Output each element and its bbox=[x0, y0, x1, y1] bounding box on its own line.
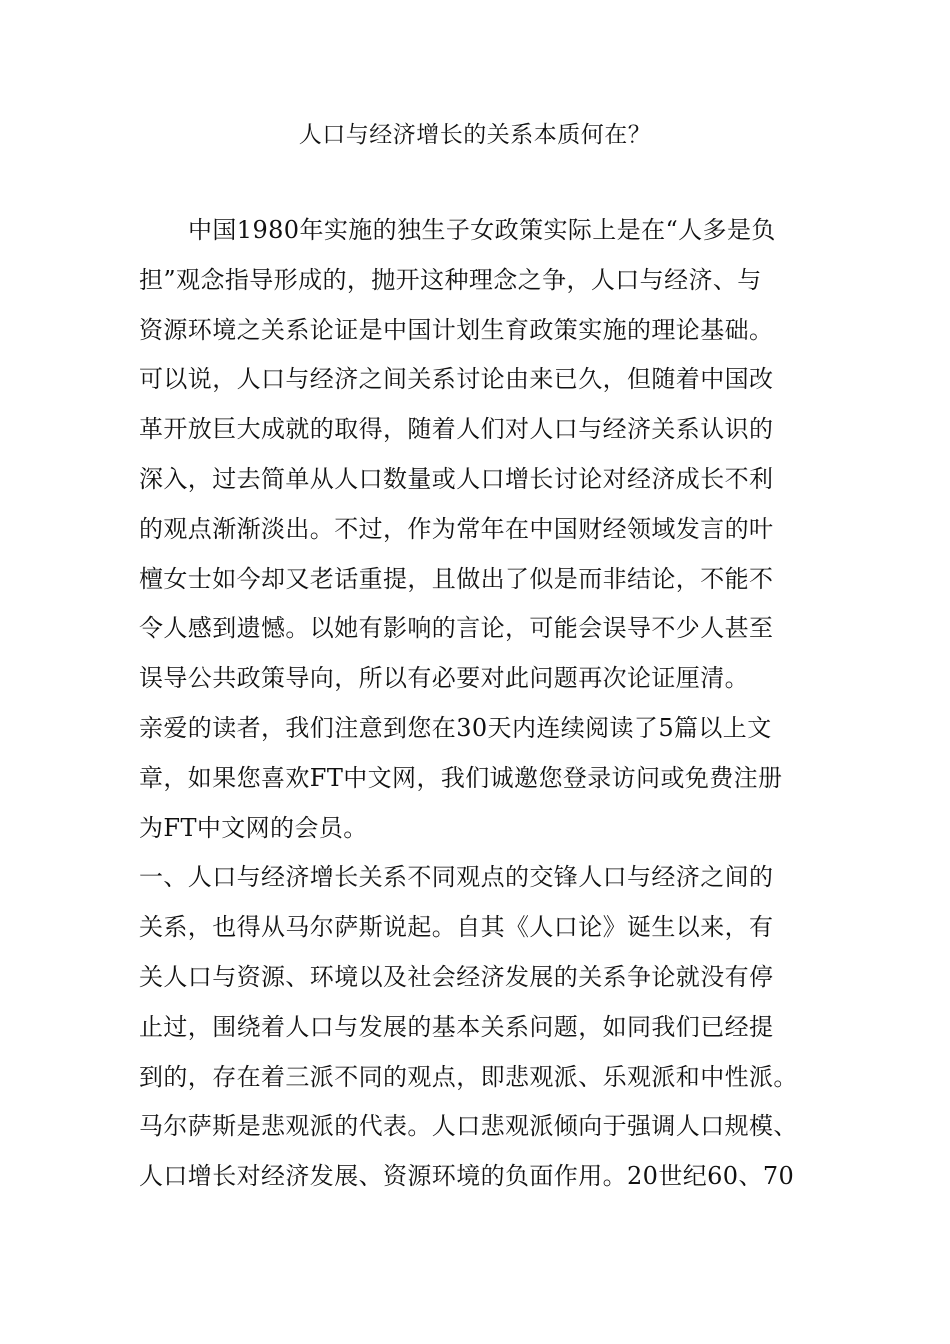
paragraph-line: 关人口与资源、环境以及社会经济发展的关系争论就没有停 bbox=[139, 962, 774, 991]
paragraph-line: 马尔萨斯是悲观派的代表。人口悲观派倾向于强调人口规模、 bbox=[139, 1112, 798, 1141]
paragraph-line: 到的，存在着三派不同的观点，即悲观派、乐观派和中性派。 bbox=[139, 1062, 798, 1091]
paragraph-line: 可以说，人口与经济之间关系讨论由来已久，但随着中国改 bbox=[139, 365, 774, 394]
reader-notice-line: 为FT中文网的会员。 bbox=[139, 813, 368, 842]
paragraph-line: 令人感到遗憾。以她有影响的言论，可能会误导不少人甚至 bbox=[139, 614, 774, 643]
paragraph-line: 止过，围绕着人口与发展的基本关系问题，如同我们已经提 bbox=[139, 1012, 774, 1041]
reader-notice-line: 章，如果您喜欢FT中文网，我们诚邀您登录访问或免费注册 bbox=[139, 763, 783, 792]
paragraph-line: 中国1980年实施的独生子女政策实际上是在“人多是负 bbox=[188, 216, 776, 244]
paragraph-line: 关系，也得从马尔萨斯说起。自其《人口论》诞生以来，有 bbox=[139, 913, 774, 942]
paragraph-line: 檀女士如今却又老话重提，且做出了似是而非结论，不能不 bbox=[139, 564, 774, 593]
paragraph-line: 深入，过去简单从人口数量或人口增长讨论对经济成长不利 bbox=[139, 464, 774, 493]
paragraph-line: 一、人口与经济增长关系不同观点的交锋人口与经济之间的 bbox=[139, 863, 774, 892]
paragraph-line: 资源环境之关系论证是中国计划生育政策实施的理论基础。 bbox=[139, 315, 774, 344]
document-title: 人口与经济增长的关系本质何在？ bbox=[298, 122, 652, 148]
paragraph-line: 人口增长对经济发展、资源环境的负面作用。20世纪60、70 bbox=[139, 1162, 795, 1191]
paragraph-line: 革开放巨大成就的取得，随着人们对人口与经济关系认识的 bbox=[139, 415, 774, 444]
reader-notice-line: 亲爱的读者，我们注意到您在30天内连续阅读了5篇以上文 bbox=[139, 713, 772, 742]
paragraph-line: 误导公共政策导向，所以有必要对此问题再次论证厘清。 bbox=[139, 664, 749, 693]
paragraph-line: 担”观念指导形成的，抛开这种理念之争，人口与经济、与 bbox=[139, 265, 762, 294]
document-body bbox=[139, 206, 819, 1202]
paragraph-line: 的观点渐渐淡出。不过，作为常年在中国财经领域发言的叶 bbox=[139, 514, 774, 543]
